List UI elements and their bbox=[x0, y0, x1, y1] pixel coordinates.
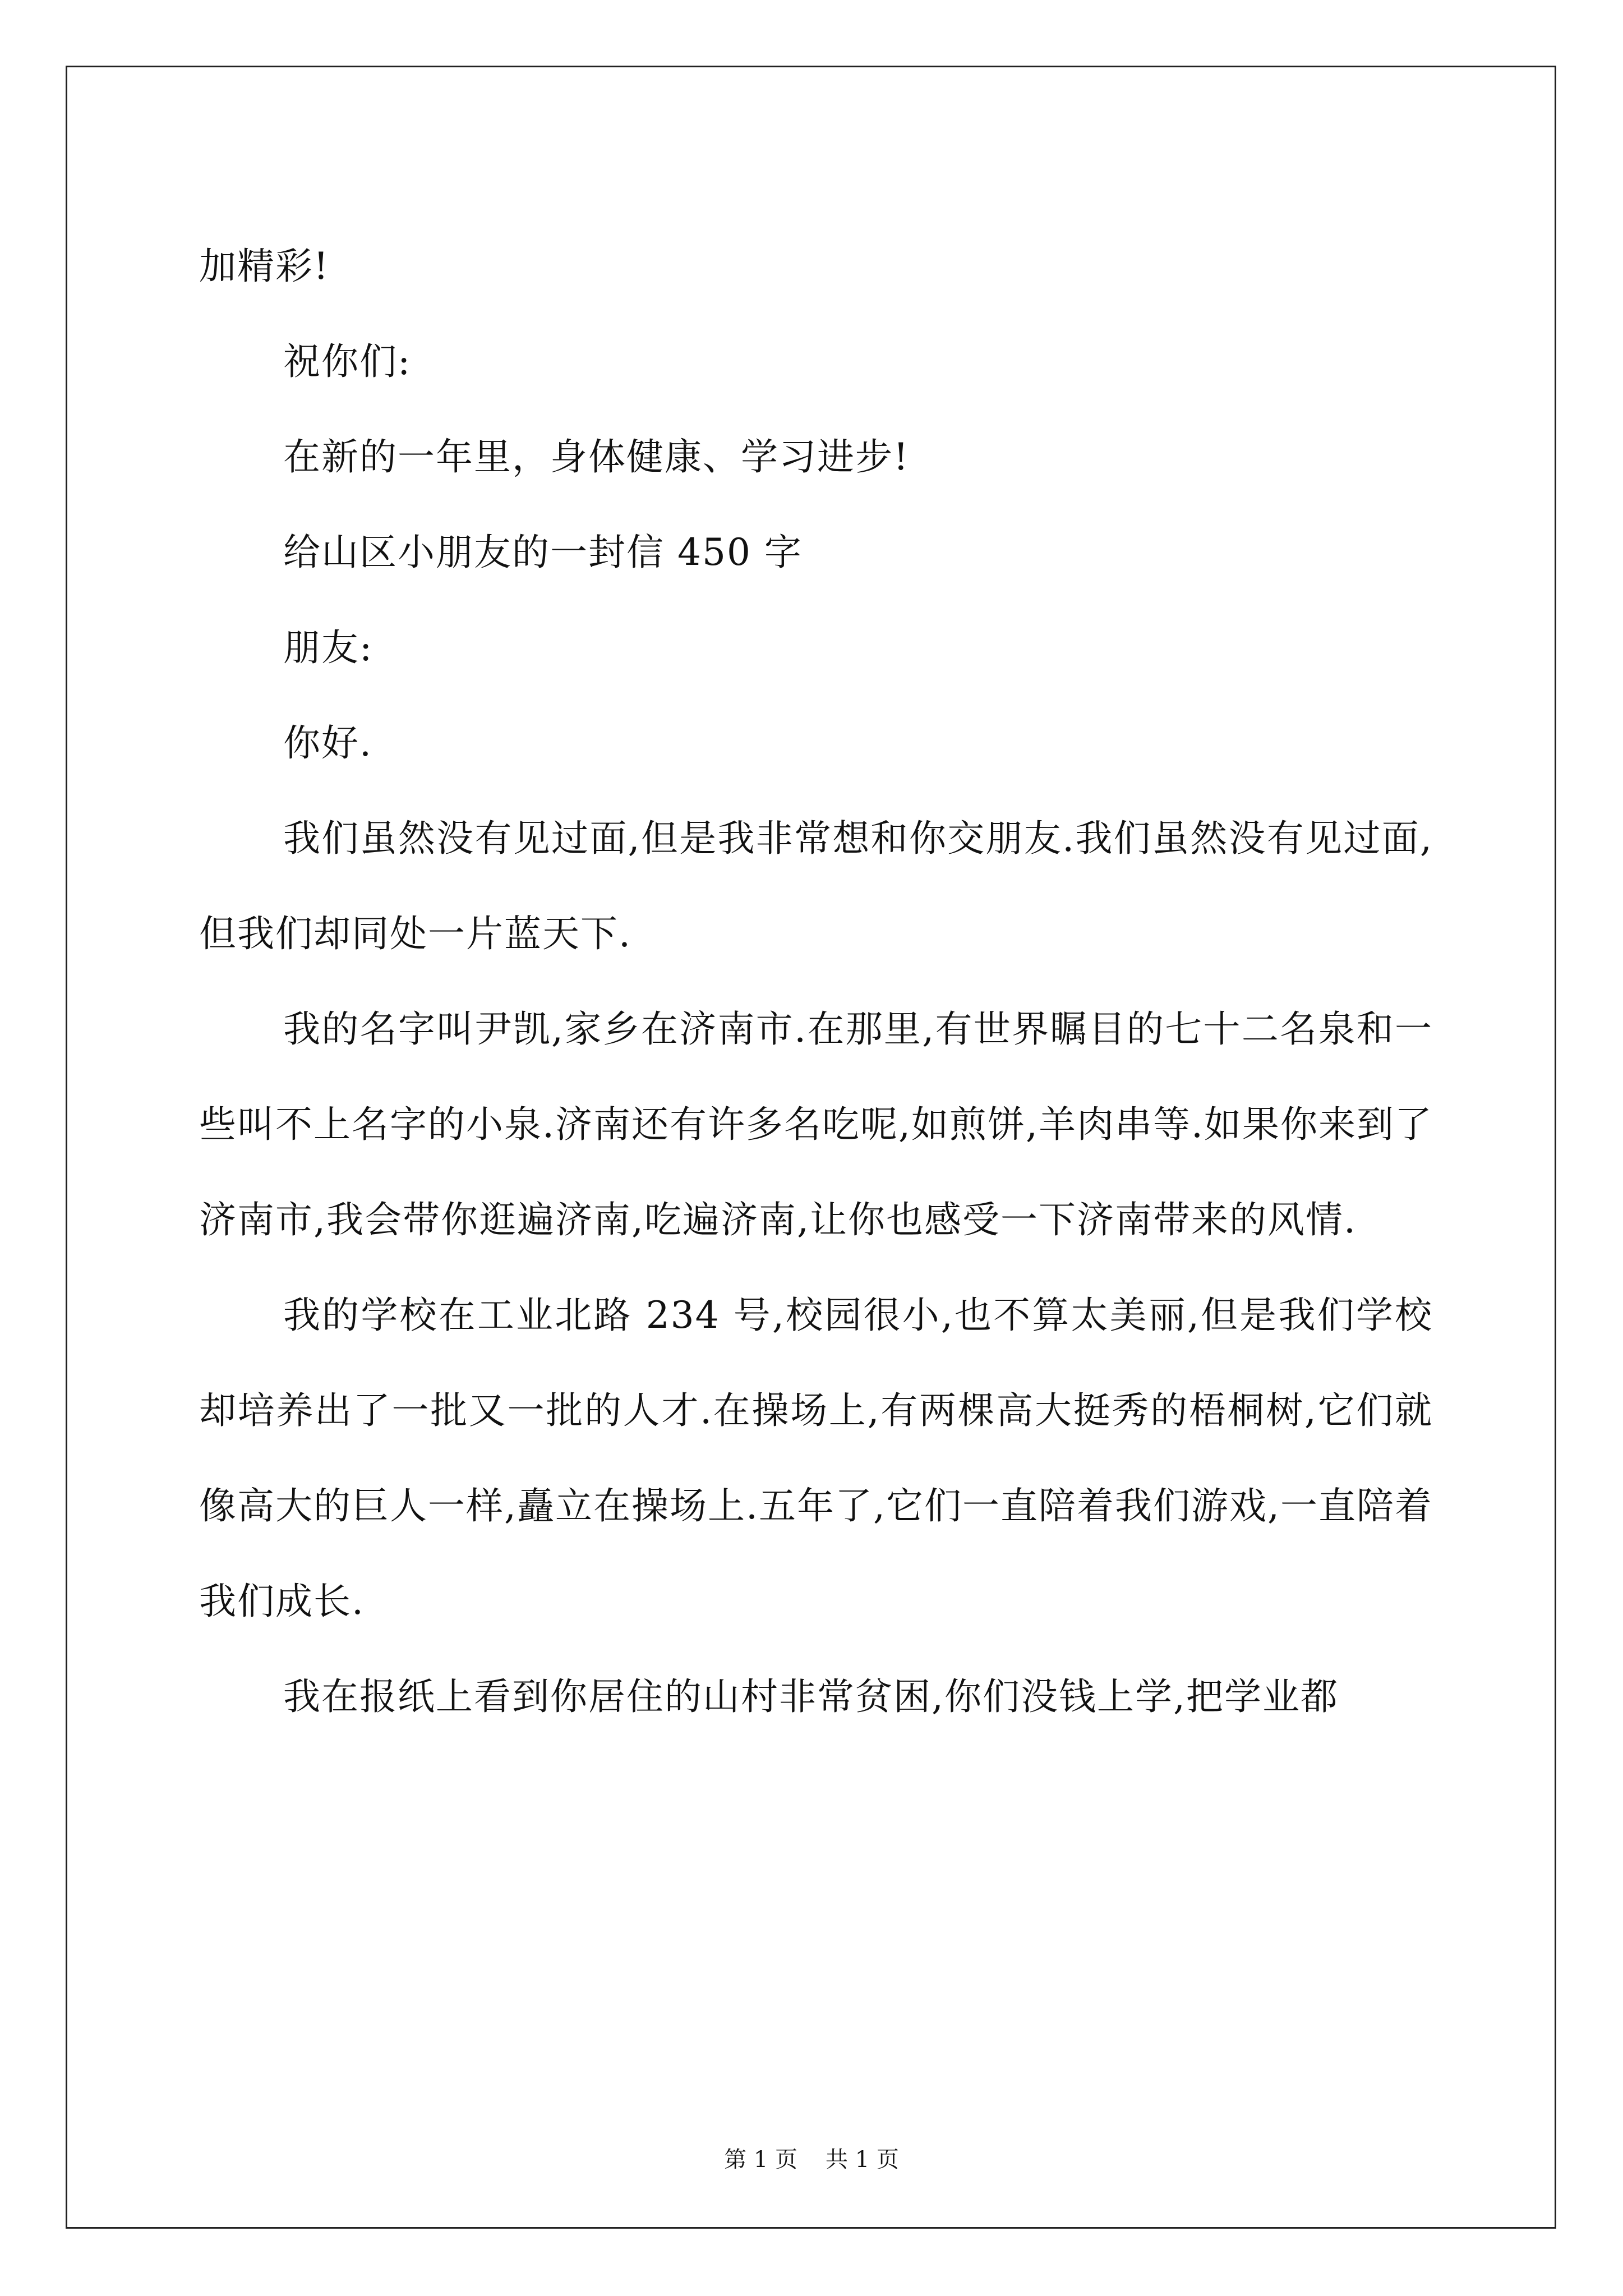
paragraph-2: 祝你们: bbox=[283, 340, 412, 383]
paragraph-7: 我们虽然没有见过面,但是我非常想和你交朋友.我们虽然没有见过面,但我们却同处一片蓝天下. bbox=[199, 817, 1433, 955]
document-body bbox=[199, 219, 1433, 1745]
paragraph-3: 在新的一年里，身体健康、学习进步! bbox=[283, 435, 910, 478]
paragraph-8: 我的名字叫尹凯,家乡在济南市.在那里,有世界瞩目的七十二名泉和一些叫不上名字的小泉.济南还有许多名吃呢,如煎饼,羊肉串等.如果你来到了济南市,我会带你逛遍济南,吃遍济南,让你也感受一下济南带来的风情. bbox=[199, 1007, 1433, 1241]
paragraph-6: 你好. bbox=[283, 721, 372, 765]
page-footer bbox=[0, 2142, 1623, 2174]
paragraph-1: 加精彩! bbox=[199, 245, 330, 288]
paragraph-4: 给山区小朋友的一封信 450 字 bbox=[283, 531, 803, 574]
page-total: 共 1 页 bbox=[826, 2147, 899, 2173]
paragraph-10: 我在报纸上看到你居住的山村非常贫困,你们没钱上学,把学业都 bbox=[283, 1675, 1339, 1718]
page-number: 第 1 页 bbox=[724, 2147, 797, 2173]
paragraph-5: 朋友: bbox=[283, 626, 374, 669]
paragraph-9: 我的学校在工业北路 234 号,校园很小,也不算太美丽,但是我们学校却培养出了一批又一批的人才.在操场上,有两棵高大挺秀的梧桐树,它们就像高大的巨人一样,矗立在操场上.五年了,它们一直陪着我们游戏,一直陪着我们成长. bbox=[199, 1294, 1433, 1623]
